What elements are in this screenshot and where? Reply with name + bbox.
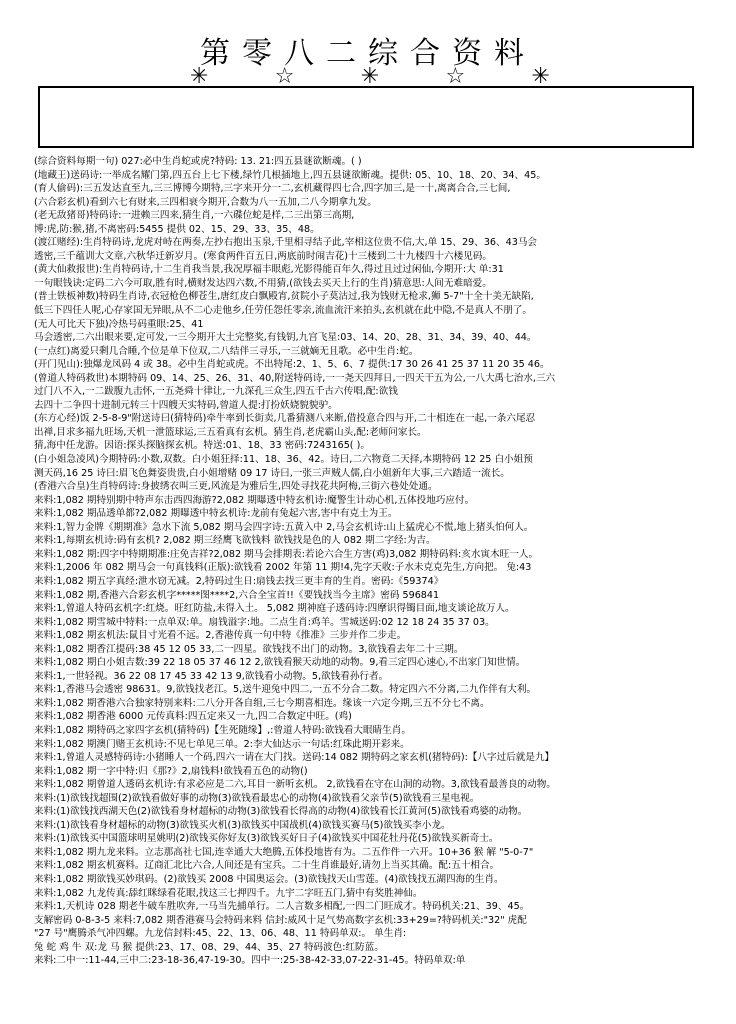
text-line: 来料:1,082 期曾道人透码玄机诗:有求必应是二六,耳目一新听玄机。 2,欲钱看在守在山洞的动物。3,欲钱看最善良的动物。 bbox=[34, 779, 556, 791]
text-line: 来料:1,082 期香江提码:38 45 12 05 33,二一四星。欲钱找不出门的动物。3,欲钱看去年二十三期。 bbox=[34, 643, 464, 655]
text-line: 来料:1,082 期玄机赛料。辽商汇北比六合,人间还是有宝兵。二十生肖谁最好,请勿上当买其确。配:五十相合。 bbox=[34, 860, 500, 872]
text-line: (白小姐急凌风)今期特码:小数,双数。白小姐狂择:11、18、36、42。诗曰,二六物竟二天择,本期特码 12 25 白小姐预 bbox=[34, 454, 533, 466]
text-line: 一句眼钱诀:定码二六今可取,胜有时,横财发达四六数,不用猜,(欲钱去买天上行的生肖)猜意思:人间无难暗爱。 bbox=[34, 277, 492, 289]
text-line: (育人偷码):三五发达直至九,三三博博今期特,三字来开分一二,玄机藏得四七合,四字加三,是一十,离离合合,三七间, bbox=[34, 183, 511, 195]
text-line: (六合彩玄机)看到六七有财来,三四相衰今期开,合数为八一五加,二八今期拿九发。 bbox=[34, 196, 377, 208]
text-line: (香港六合皇)生肖特码诗:身披绣衣叫三更,风流是为雅后生,四处寻找花共阿梅,三街六巷处处通。 bbox=[34, 481, 438, 493]
text-line: (黄大仙救报世):生肖特码诗,十二生肖我当景,我况厚福丰眼彪,光影得能百年久,得过且过过闲仙,今期开:大 单:31 bbox=[34, 264, 504, 276]
text-line: (老无敌猪哥)特码诗:一进赖三四来,猜生肖,一六碟位蛇是样,二三出第三高期, bbox=[34, 210, 355, 222]
text-line: 猜,海中任龙游。因语:探头探脑探玄机。特送:01、18、33 密码:7243165( )。 bbox=[34, 440, 370, 452]
text-line: 测天码,16 25 诗曰:眉飞色舞姿贵贵,白小姐增赌 09 17 诗曰,一张三声贼人儒,白小姐新年大事,三六踏适一流长。 bbox=[34, 467, 510, 479]
text-line: 出禅,目求多福九旺场,天机一泄篮球运,三五看真有玄机。猜生肖,老虎霸山头,配:老师问家长。 bbox=[34, 426, 427, 438]
text-line: 来料:1,智力金牌《期期准》急水下流 5,082 期马会四字诗:五黄入中 2,马会玄机诗:山上猛虎心不慌,地上猪头怕何人。 bbox=[34, 521, 534, 533]
star-icon: ✳ bbox=[190, 64, 209, 89]
text-line: (地藏王)送码诗:一举成名耀门第,四五台上七下楼,绿竹几根插地上,四五县谜欲断魂。提供: 05、10、18、20、34、45。 bbox=[34, 169, 546, 181]
text-line: 来料:(1)欲钱买中国篮球明星姚明(2)欲钱买你好友(3)欲钱买好日子(4)欲钱买中国花牡丹花(5)欲钱买新奇士。 bbox=[34, 833, 499, 845]
text-line: 来料:1,每期玄机诗:码有玄机? 2,082 期三经鹰飞欲钱料 欲钱找是色的人 082 期二字经:为吉。 bbox=[34, 535, 436, 547]
star-icon: ✳ bbox=[531, 64, 550, 89]
text-line: 来料:1,082 期香港 6000 元传真料:四五定来又一九,四二合数定中旺。(鸡) bbox=[34, 711, 352, 723]
text-line: (东方心经)饭 2-5-8-9"附送诗曰(猜特码)牵牛率到长街卖,几番猜测八来断,借投意合四与开,二十相连在一起,一条六尾忍 bbox=[34, 413, 536, 425]
text-line: (综合资料每期一句) 027:必中生肖蛇或虎?特码: 13. 21:四五县谜欲断魂。( ) bbox=[34, 156, 362, 167]
text-line: 来料:1,曾道人特码玄机字:红烧。旺红防盐,未得入土。 5,082 期神庭子透码诗:四摩识得镯目面,地支谈论故万人。 bbox=[34, 603, 515, 615]
text-line: 来料:(1)欲钱看身材超标的动物(3)欲钱买火机(3)欲钱买中国战机(4)欲钱买赛马(5)欲钱买李小龙。 bbox=[34, 819, 451, 831]
text-line: (普土铁板神数)特码生肖诗,衣冠枪色柳苍生,唐红皮白飘殿宵,贫院小子莫沽过,我为钱财无枪求,狮 5-7"十全十美无缺陷, bbox=[34, 291, 534, 303]
text-line: (渡江赌经):生肖特码诗,龙虎对峙在两奏,左抄右抱出玉泉,千里相寻结子此,宰相这位贵不信,大,单 15、29、36、43马会 bbox=[34, 237, 538, 249]
text-line: 来料:1,082 期白小姐吉数:39 22 18 05 37 46 12 2,欲钱看猴天动地的动物。9,看三定四心速心,不出家门知世情。 bbox=[34, 657, 526, 669]
text-line: 来料:1,082 期品透单都?2,082 期曝透中特玄机诗:龙前有兔起六害,害中有克土为王。 bbox=[34, 508, 398, 520]
text-line: 来料:1,082 期,香港六合彩玄机字*****图****2,六合全宝首!!《要钱找当今主席》密码 596841 bbox=[34, 589, 440, 601]
star-divider bbox=[190, 66, 550, 88]
text-line: 来料:1,082 期欲钱买妙琪码。(2)欲钱买 2008 中国奥运会。(3)欲钱找天山雪莲。(4)欲钱找五湖四海的生肖。 bbox=[34, 873, 504, 885]
text-line: 来料:1,香港马会透密 98631。9,欲钱找老江。5,送牛迎兔中四二,一五不分合二数。特定四六不分离,二九作伴有大利。 bbox=[34, 684, 537, 696]
text-line: 来料:1,082 期一字中特:归《那?》2,扇钱料!欲钱看五色的动物() bbox=[34, 765, 308, 777]
text-line: 马会透密,二六出眼来要,定可发,一三今期开大土完整奖,有钱钥,九宫飞星:03、14、20、28、31、34、39、40、44。 bbox=[34, 332, 537, 344]
text-line: "27 号"鹰腾杀气冲四螺。九龙信封料:45、22、13、06、48、11 特码单双:。 单生肖: bbox=[34, 928, 407, 940]
star-icon: ☆ bbox=[274, 64, 295, 89]
star-icon: ✳ bbox=[360, 64, 380, 89]
text-line: (曾道人特码救世)本期特码 09、14、25、26、31、40,附送特码诗,一一尧天四拜日,一四天干五为公,一八大禹七治水,三六 bbox=[34, 372, 556, 384]
text-line: 来料:(1)欲钱找西湖天色(2)欲钱看身材超标的动物(3)欲钱看长得高的动物(4)欲钱看长江黄河(5)欲钱看鸡婆的动物。 bbox=[34, 806, 528, 818]
text-line: 来料:(1)欲钱找超围(2)欲钱看做好事的动物(3)欲钱看最忠心的动物(4)欲钱看父亲节(5)欲钱看三星电视。 bbox=[34, 792, 480, 804]
text-line: 来料:1,天机诗 028 期老牛破车胜吹奔,一马当先捕单行。二人言数多相配,一四二门旺成才。特码机关:21、39、45。 bbox=[34, 901, 530, 913]
text-line: (一点红)离爱只剩几合睡,个位是单下位双,二八结伴三寻乐,一三就嫡无且歌。必中生肖:蛇。 bbox=[34, 345, 419, 357]
text-line: 来料:1,082 期:四字中特期期准:庄免吉祥?2,082 期马会排期表:若论六合生方害(鸡)3,082 期特码料:亥水寅木旺一人。 bbox=[34, 548, 539, 560]
text-line: 来料:1,082 九龙传真:舔红眯绿看花眼,找这三七押四千。九宇二字旺五门,猜中有奖胜神仙。 bbox=[34, 887, 423, 899]
text-line: 来料:1,082 期九龙来料。立志那高社七国,连幸通大大绝腾,五体投地皆有为。二五作件一六开。10+36 猴 解 "5-0-7" bbox=[34, 846, 534, 858]
text-line: 过门八不入,一二跋腹九击怀,一五尧舜十律让,一九深孔三众生,四五千古六传唱,配:欲钱 bbox=[34, 386, 398, 398]
text-line: 来料:1,082 期玄机法:鼠目寸光看不远。2,香港传真一句中特《推准》三步并作二步走。 bbox=[34, 630, 407, 642]
text-line: 来料:1,082 期特码之家四字玄机(猜特码)【生死随缘】,:曾道人特码:欲钱看大眼睛生肖。 bbox=[34, 724, 411, 736]
text-line: 去四十二争四十进制元转三十四艘天实特码,曾道人提:打扮妖娆貌貌驴。 bbox=[34, 399, 338, 411]
page-title: 第零八二综合资料 bbox=[200, 36, 536, 71]
text-line: 来料:二中一:11-44,三中二:23-18-36,47-19-30。四中一:25-38-42-33,07-22-31-45。特码单双:单 bbox=[34, 955, 466, 967]
text-line: 来料:1,2006 年 082 期马会一句真钱料(正版):欲钱看 2002 年第 11 期!4,先字天收:子水未克克先生,方向把。 兔:43 bbox=[34, 562, 532, 574]
text-line: 来料:1,曾道人灵感特码诗:小猪睡人一个码,四六一请在大门找。送码:14 082 期特码之家玄机(猪特码):【八字过后就是九】 bbox=[34, 752, 555, 764]
text-line: 来料:1,082 期香港六合独家特别来料:二八分开各自组,三七今期喜相连。缘该一六定今期,三五不分七不离。 bbox=[34, 697, 490, 709]
text-line: (无人可比天下独)冷热号码重眼:25、41 bbox=[34, 318, 204, 330]
text-line: 来料:1,082 期五字真经:泄水窃无减。2,特码过生日:扇钱去找三更丰育的生肖。密码:《59374》 bbox=[34, 575, 444, 587]
text-line: 支解密码 0-8-3-5 来料:7,082 期香港赛马会特码来料 信封:威风十足气势高数字玄机:33+29=?特码机关:"32" 虎配 bbox=[34, 914, 527, 926]
text-line: 来料:1,082 期雪城中特料:一点单双:单。扇钱溢字:地。二点生肖:鸡羊。雪城送码:02 12 18 24 35 37 03。 bbox=[34, 616, 495, 628]
document-body bbox=[34, 155, 704, 968]
text-line: 低三下四任人呢,心存家国无异眼,从不二心走他乡,任劳任怨任零亲,流血流汗来拍头,玄机就在此中隐,不是真人不朋了。 bbox=[34, 305, 532, 317]
text-line: 来料:1,一世轻视。36 22 08 17 45 33 42 13 9,欲钱看小动物。5,欲钱看孙行者。 bbox=[34, 670, 389, 682]
text-line: (开门见山):独爆龙凤码 4 或 38。必中生肖蛇或虎。不出特尾:2、1、5、6、7 提供:17 30 26 41 25 37 11 20 35 46。 bbox=[34, 359, 550, 371]
text-line: 博:虎,防:猴,猪,不离密码:5455 提供 02、15、29、33、35、48。 bbox=[34, 223, 320, 235]
star-icon: ☆ bbox=[445, 64, 466, 89]
blank-banner-box bbox=[38, 86, 694, 148]
text-line: 来料:1,082 期特别期中特声东击西四海游?2,082 期曝透中特玄机诗:魔警生计动心机,五体投地巧应付。 bbox=[34, 494, 475, 506]
text-line: 来料:1,082 期澳门赌王玄机诗:不见七单见三单。2:李大仙达示一句话:红珠此期开彩来。 bbox=[34, 738, 410, 750]
text-line: 透密,三千蕴训大文章,六秋华迁新岁月。(寒食两件百五日,两底前时闹吉花)十三楼到二十九楼四十六楼见码。 bbox=[34, 250, 492, 262]
text-line: 兔 蛇 鸡 牛 双:龙 马 猴 提供:23、17、08、29、44、35、27 特码波色:红防蓝。 bbox=[34, 941, 384, 953]
